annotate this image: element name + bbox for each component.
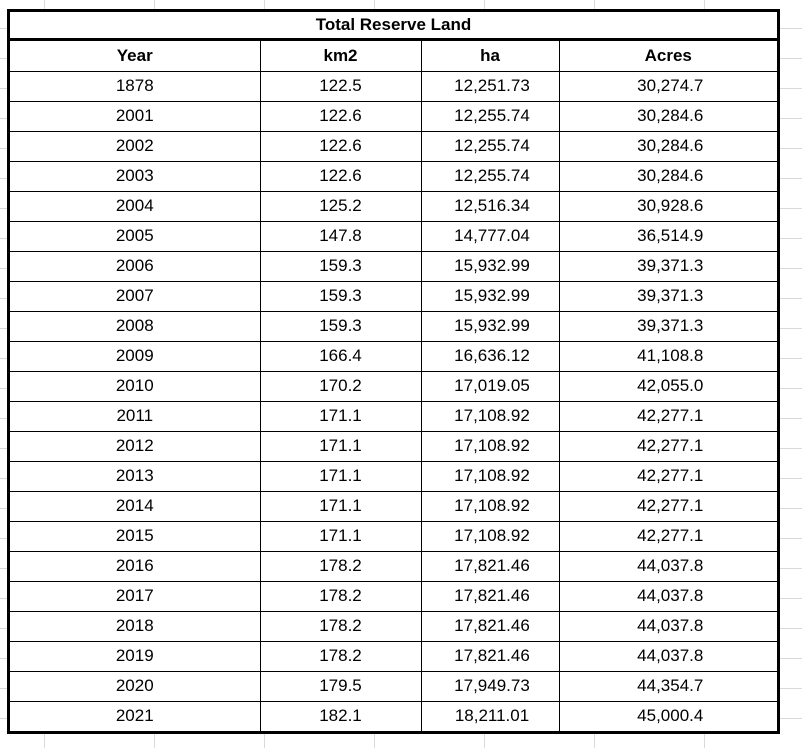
table-row (10, 491, 777, 521)
cell-ha[interactable]: 17,821.46 (421, 641, 559, 671)
header-km2[interactable]: km2 (260, 41, 421, 71)
cell-ha[interactable]: 17,821.46 (421, 551, 559, 581)
cell-km2[interactable]: 171.1 (260, 431, 421, 461)
cell-acres[interactable]: 44,037.8 (559, 611, 777, 641)
cell-km2[interactable]: 182.1 (260, 701, 421, 731)
cell-km2[interactable]: 122.5 (260, 71, 421, 101)
cell-acres[interactable]: 39,371.3 (559, 311, 777, 341)
table-row (10, 461, 777, 491)
table-row (10, 131, 777, 161)
cell-acres[interactable]: 42,277.1 (559, 521, 777, 551)
table-row (10, 71, 777, 101)
cell-ha[interactable]: 12,255.74 (421, 161, 559, 191)
cell-km2[interactable]: 171.1 (260, 521, 421, 551)
reserve-land-table (7, 9, 780, 734)
cell-km2[interactable]: 159.3 (260, 311, 421, 341)
cell-km2[interactable]: 171.1 (260, 461, 421, 491)
table-row (10, 431, 777, 461)
cell-km2[interactable]: 122.6 (260, 101, 421, 131)
cell-acres[interactable]: 44,037.8 (559, 581, 777, 611)
table-row (10, 671, 777, 701)
cell-ha[interactable]: 14,777.04 (421, 221, 559, 251)
cell-year[interactable]: 2001 (10, 101, 260, 131)
cell-km2[interactable]: 159.3 (260, 281, 421, 311)
cell-acres[interactable]: 42,277.1 (559, 431, 777, 461)
cell-ha[interactable]: 18,211.01 (421, 701, 559, 731)
cell-ha[interactable]: 17,019.05 (421, 371, 559, 401)
cell-year[interactable]: 2011 (10, 401, 260, 431)
cell-km2[interactable]: 179.5 (260, 671, 421, 701)
cell-year[interactable]: 2013 (10, 461, 260, 491)
cell-km2[interactable]: 178.2 (260, 641, 421, 671)
cell-year[interactable]: 2010 (10, 371, 260, 401)
table-row (10, 551, 777, 581)
cell-km2[interactable]: 122.6 (260, 131, 421, 161)
cell-ha[interactable]: 17,108.92 (421, 491, 559, 521)
cell-km2[interactable]: 170.2 (260, 371, 421, 401)
header-acres[interactable]: Acres (559, 41, 777, 71)
table-row (10, 341, 777, 371)
cell-km2[interactable]: 122.6 (260, 161, 421, 191)
cell-acres[interactable]: 41,108.8 (559, 341, 777, 371)
cell-year[interactable]: 2006 (10, 251, 260, 281)
cell-acres[interactable]: 30,284.6 (559, 131, 777, 161)
table-row (10, 521, 777, 551)
table-row (10, 281, 777, 311)
cell-acres[interactable]: 42,277.1 (559, 461, 777, 491)
cell-acres[interactable]: 39,371.3 (559, 251, 777, 281)
cell-km2[interactable]: 171.1 (260, 401, 421, 431)
header-row (10, 41, 777, 71)
cell-ha[interactable]: 17,108.92 (421, 401, 559, 431)
cell-ha[interactable]: 12,516.34 (421, 191, 559, 221)
cell-km2[interactable]: 178.2 (260, 611, 421, 641)
cell-year[interactable]: 2004 (10, 191, 260, 221)
data-table (10, 41, 777, 731)
cell-ha[interactable]: 17,108.92 (421, 431, 559, 461)
cell-acres[interactable]: 30,928.6 (559, 191, 777, 221)
cell-year[interactable]: 2019 (10, 641, 260, 671)
cell-ha[interactable]: 15,932.99 (421, 311, 559, 341)
cell-year[interactable]: 2014 (10, 491, 260, 521)
cell-ha[interactable]: 12,255.74 (421, 131, 559, 161)
cell-ha[interactable]: 17,108.92 (421, 461, 559, 491)
cell-acres[interactable]: 44,037.8 (559, 641, 777, 671)
table-row (10, 701, 777, 731)
cell-ha[interactable]: 16,636.12 (421, 341, 559, 371)
cell-year[interactable]: 2003 (10, 161, 260, 191)
header-year[interactable]: Year (10, 41, 260, 71)
cell-km2[interactable]: 159.3 (260, 251, 421, 281)
cell-ha[interactable]: 17,821.46 (421, 581, 559, 611)
table-row (10, 101, 777, 131)
cell-year[interactable]: 2021 (10, 701, 260, 731)
table-row (10, 251, 777, 281)
cell-acres[interactable]: 44,354.7 (559, 671, 777, 701)
cell-ha[interactable]: 17,821.46 (421, 611, 559, 641)
cell-acres[interactable]: 42,055.0 (559, 371, 777, 401)
cell-acres[interactable]: 44,037.8 (559, 551, 777, 581)
cell-year[interactable]: 2018 (10, 611, 260, 641)
table-row (10, 221, 777, 251)
table-row (10, 401, 777, 431)
table-row (10, 161, 777, 191)
cell-acres[interactable]: 30,274.7 (559, 71, 777, 101)
cell-ha[interactable]: 15,932.99 (421, 281, 559, 311)
table-row (10, 191, 777, 221)
cell-km2[interactable]: 166.4 (260, 341, 421, 371)
cell-acres[interactable]: 30,284.6 (559, 101, 777, 131)
cell-year[interactable]: 2009 (10, 341, 260, 371)
cell-year[interactable]: 2002 (10, 131, 260, 161)
cell-year[interactable]: 2015 (10, 521, 260, 551)
cell-ha[interactable]: 17,949.73 (421, 671, 559, 701)
cell-km2[interactable]: 171.1 (260, 491, 421, 521)
cell-year[interactable]: 2007 (10, 281, 260, 311)
table-body (10, 71, 777, 731)
cell-acres[interactable]: 42,277.1 (559, 491, 777, 521)
cell-year[interactable]: 2008 (10, 311, 260, 341)
cell-acres[interactable]: 36,514.9 (559, 221, 777, 251)
cell-km2[interactable]: 178.2 (260, 581, 421, 611)
table-row (10, 311, 777, 341)
cell-acres[interactable]: 30,284.6 (559, 161, 777, 191)
header-ha[interactable]: ha (421, 41, 559, 71)
table-row (10, 611, 777, 641)
cell-km2[interactable]: 178.2 (260, 551, 421, 581)
cell-km2[interactable]: 125.2 (260, 191, 421, 221)
cell-ha[interactable]: 12,251.73 (421, 71, 559, 101)
cell-year[interactable]: 2016 (10, 551, 260, 581)
cell-year[interactable]: 2017 (10, 581, 260, 611)
cell-ha[interactable]: 15,932.99 (421, 251, 559, 281)
cell-ha[interactable]: 12,255.74 (421, 101, 559, 131)
cell-acres[interactable]: 45,000.4 (637, 706, 704, 726)
cell-ha[interactable]: 17,108.92 (421, 521, 559, 551)
cell-acres[interactable]: 42,277.1 (559, 401, 777, 431)
cell-year[interactable]: 2020 (10, 671, 260, 701)
table-title[interactable]: Total Reserve Land (10, 12, 777, 41)
cell-year[interactable]: 1878 (10, 71, 260, 101)
cell-km2[interactable]: 147.8 (260, 221, 421, 251)
table-row (10, 371, 777, 401)
table-row (10, 581, 777, 611)
cell-acres[interactable]: 39,371.3 (559, 281, 777, 311)
cell-year[interactable]: 2012 (10, 431, 260, 461)
cell-year[interactable]: 2005 (10, 221, 260, 251)
table-row (10, 641, 777, 671)
